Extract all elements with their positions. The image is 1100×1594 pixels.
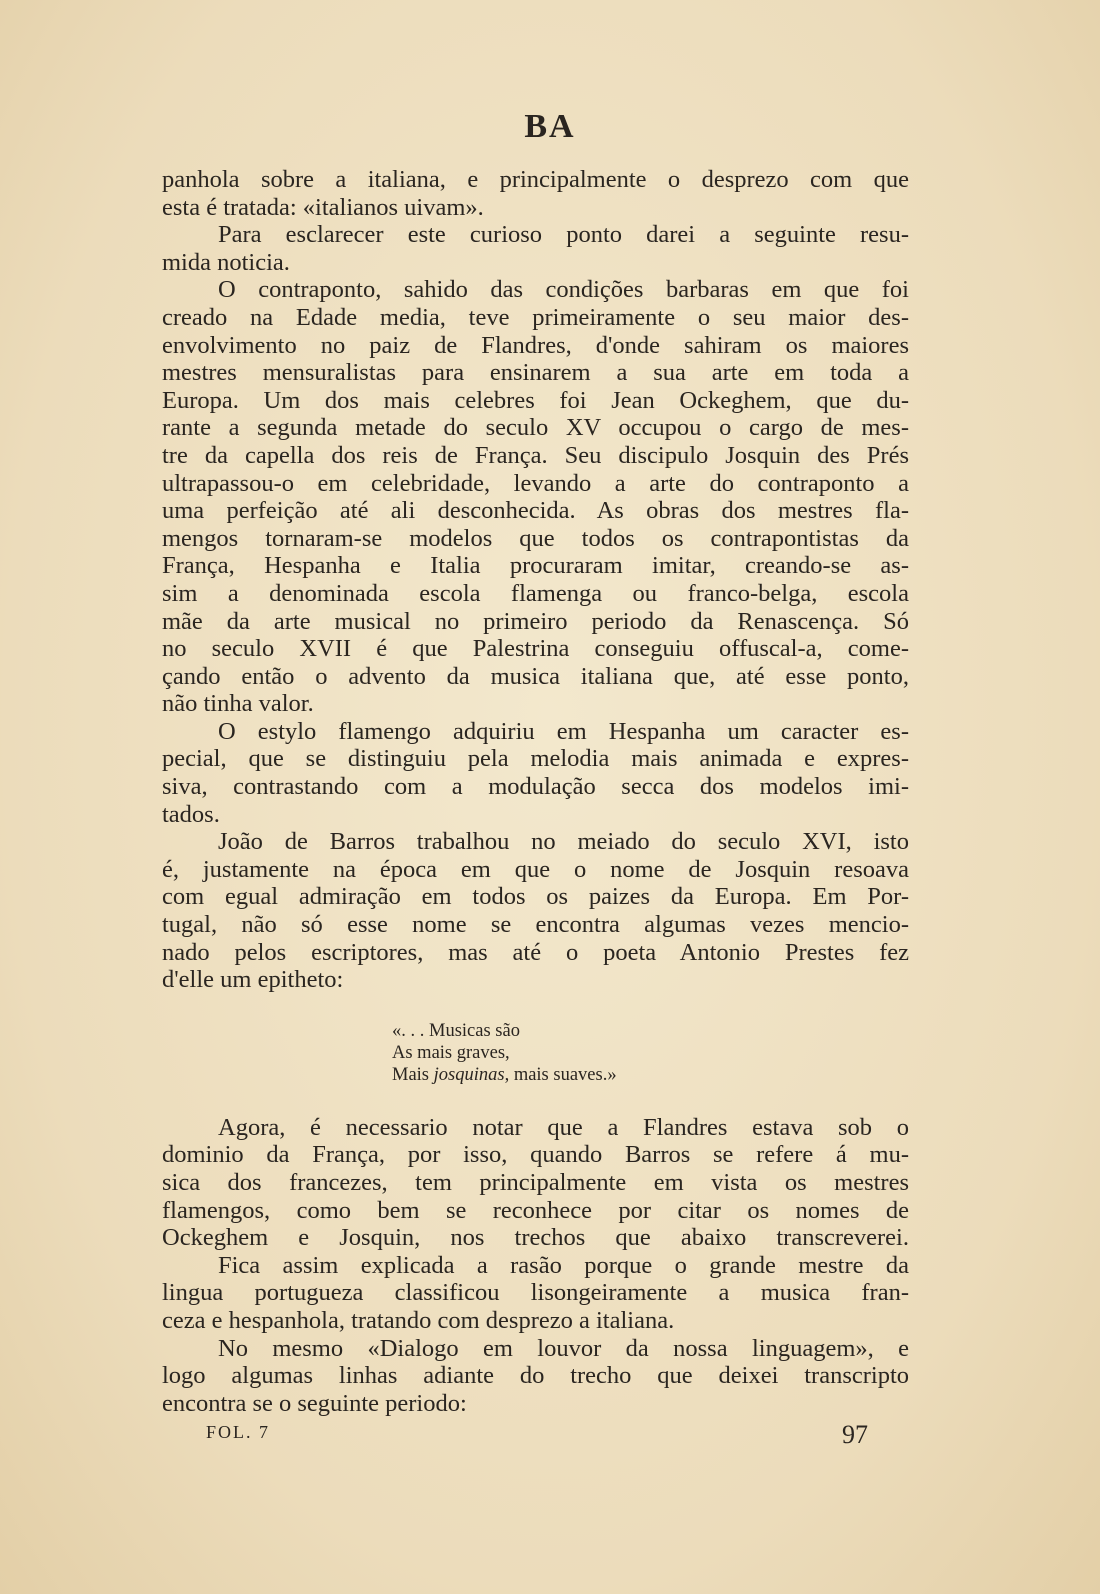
text-line: uma perfeição até ali desconhecida. As obras dos mestres fla- (162, 497, 909, 525)
text-line: logo algumas linhas adiante do trecho que deixei transcripto (162, 1362, 909, 1390)
text-line: sica dos francezes, tem principalmente em vista os mestres (162, 1169, 909, 1196)
text-line: panhola sobre a italiana, e principalmente o desprezo com que (162, 166, 909, 193)
text-line: O contraponto, sahido das condições barbaras em que foi (218, 276, 909, 304)
text-line: João de Barros trabalhou no meiado do seculo XVI, isto (218, 828, 909, 856)
text-line: flamengos, como bem se reconhece por citar os nomes de (162, 1196, 909, 1224)
verse-text: Mais (392, 1064, 434, 1085)
text-line: d'elle um epitheto: (162, 966, 344, 994)
text-line: Agora, é necessario notar que a Flandres estava sob o (218, 1113, 909, 1141)
verse-italic-word: josquinas (433, 1064, 505, 1085)
text-line: lingua portugueza classificou lisongeiramente a musica fran- (162, 1279, 909, 1307)
text-line: nado pelos escriptores, mas até o poeta Antonio Prestes fez (162, 938, 909, 966)
text-line: mida noticia. (162, 248, 290, 276)
text-line: pecial, que se distinguiu pela melodia mais animada e expres- (162, 745, 909, 773)
text-line: mengos tornaram-se modelos que todos os contrapontistas da (162, 524, 909, 552)
verse-line: As mais graves, (392, 1042, 510, 1063)
text-line: tados. (162, 800, 220, 828)
text-line: envolvimento no paiz de Flandres, d'onde sahiram os maiores (162, 331, 909, 359)
text-line: dominio da França, por isso, quando Barros se refere á mu- (162, 1141, 909, 1169)
text-line: siva, contrastando com a modulação secca dos modelos imi- (162, 773, 909, 801)
text-line: esta é tratada: «italianos uivam». (162, 193, 484, 221)
verse-text: , mais suaves.» (504, 1064, 617, 1085)
page-number: 97 (842, 1420, 868, 1449)
text-line: mestres mensuralistas para ensinarem a sua arte em toda a (162, 359, 909, 387)
running-head: BA (524, 108, 576, 145)
verse-line: «. . . Musicas são (392, 1020, 520, 1041)
text-line: ceza e hespanhola, tratando com desprezo a italiana. (162, 1306, 675, 1334)
text-line: não tinha valor. (162, 690, 314, 718)
text-line: tre da capella dos reis de França. Seu discipulo Josquin des Prés (162, 441, 909, 469)
text-line: com egual admiração em todos os paizes da Europa. Em Por- (162, 883, 909, 911)
text-line: O estylo flamengo adquiriu em Hespanha um caracter es- (218, 717, 909, 745)
text-line: Fica assim explicada a rasão porque o grande mestre da (218, 1251, 909, 1279)
body-text (162, 166, 909, 1417)
text-line: é, justamente na época em que o nome de Josquin resoava (162, 855, 909, 883)
text-line: Ockeghem e Josquin, nos trechos que abaixo transcreverei. (162, 1224, 909, 1252)
text-line: no seculo XVII é que Palestrina conseguiu offuscal-a, come- (162, 635, 909, 663)
signature-mark: FOL. 7 (206, 1422, 271, 1442)
text-line: Europa. Um dos mais celebres foi Jean Ockeghem, que du- (162, 386, 909, 414)
text-line: rante a segunda metade do seculo XV occupou o cargo de mes- (162, 414, 909, 442)
text-line: ultrapassou-o em celebridade, levando a arte do contraponto a (162, 469, 909, 497)
verse-quote (392, 1020, 909, 1086)
text-line: No mesmo «Dialogo em louvor da nossa linguagem», e (218, 1334, 909, 1362)
text-line: mãe da arte musical no primeiro periodo da Renascença. Só (162, 607, 909, 635)
text-line: França, Hespanha e Italia procuraram imitar, creando-se as- (162, 552, 909, 580)
verse-line (392, 1064, 909, 1086)
text-line: tugal, não só esse nome se encontra algumas vezes mencio- (162, 911, 909, 939)
text-line: creado na Edade media, teve primeiramente o seu maior des- (162, 303, 909, 331)
text-line: çando então o advento da musica italiana que, até esse ponto, (162, 662, 909, 690)
text-line: sim a denominada escola flamenga ou franco-belga, escola (162, 579, 909, 607)
text-line: encontra se o seguinte periodo: (162, 1389, 467, 1417)
text-line: Para esclarecer este curioso ponto darei a seguinte resu- (218, 221, 909, 249)
page-footer (0, 1420, 1100, 1454)
